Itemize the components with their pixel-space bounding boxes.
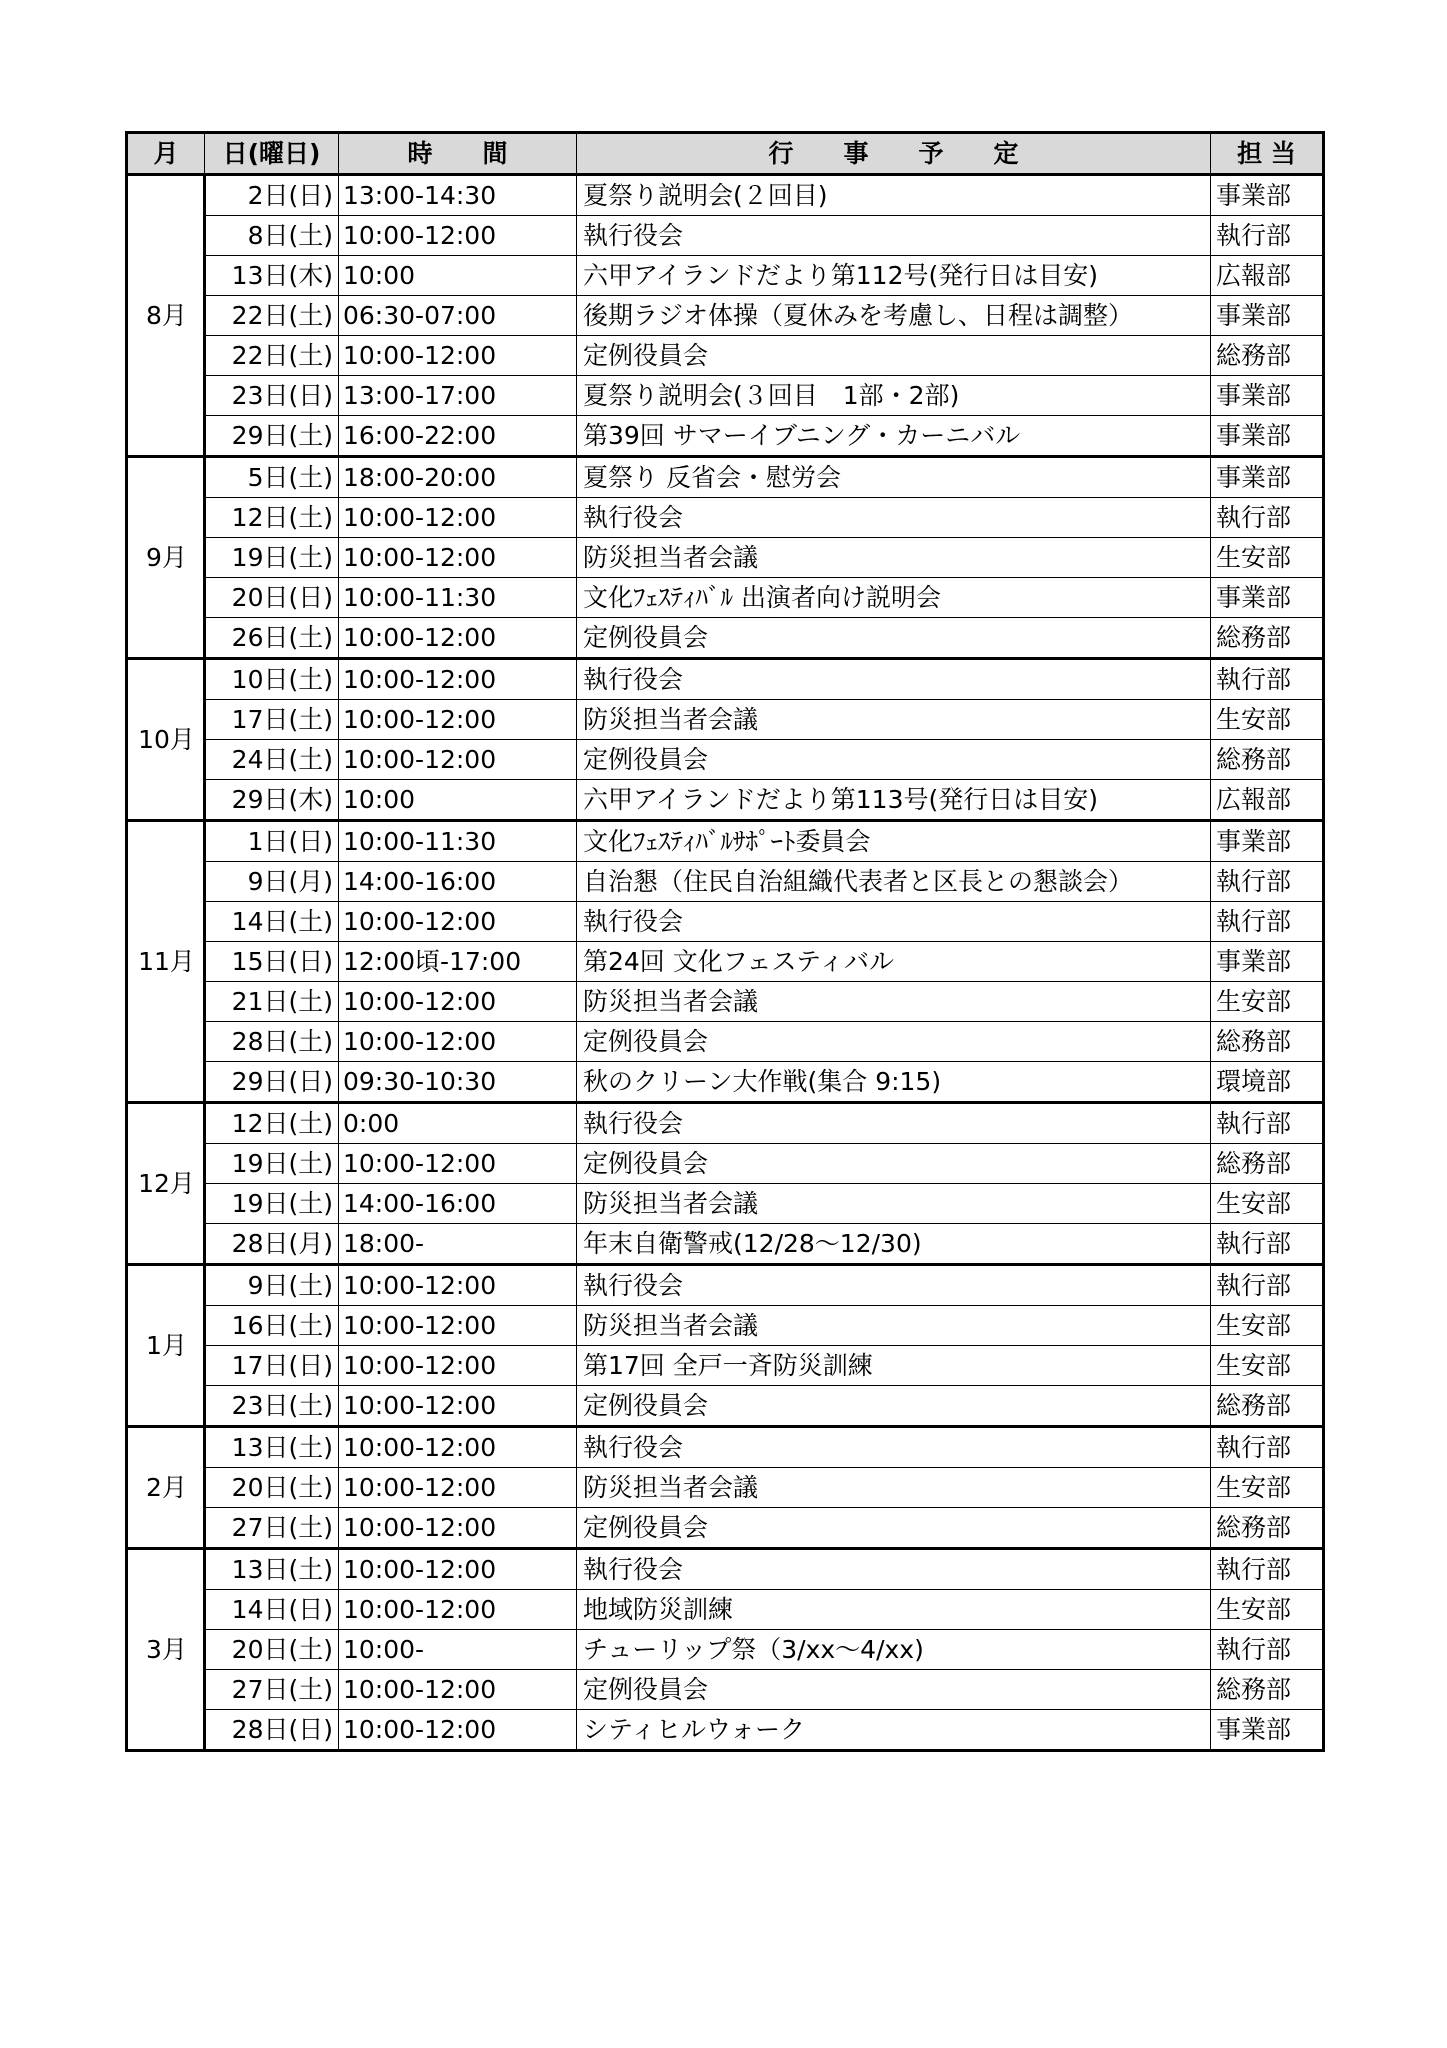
- table-row: [127, 1468, 1324, 1508]
- header-event: 行 事 予 定: [577, 133, 1211, 175]
- event-cell: 定例役員会: [577, 740, 1211, 780]
- event-cell: 第24回 文化フェスティバル: [577, 942, 1211, 982]
- time-cell: 18:00-20:00: [339, 457, 577, 498]
- event-cell: シティヒルウォーク: [577, 1710, 1211, 1751]
- event-cell: 定例役員会: [577, 1386, 1211, 1427]
- month-cell: 2月: [127, 1427, 205, 1549]
- table-row: [127, 1103, 1324, 1144]
- event-cell: 防災担当者会議: [577, 700, 1211, 740]
- table-row: [127, 538, 1324, 578]
- time-cell: 10:00-12:00: [339, 1670, 577, 1710]
- dept-cell: 執行部: [1211, 1224, 1324, 1265]
- date-cell: 22日(土): [205, 336, 339, 376]
- event-cell: 夏祭り説明会(２回目): [577, 175, 1211, 216]
- dept-cell: 総務部: [1211, 1670, 1324, 1710]
- event-cell: 防災担当者会議: [577, 1468, 1211, 1508]
- event-cell: 防災担当者会議: [577, 982, 1211, 1022]
- event-cell: 定例役員会: [577, 618, 1211, 659]
- dept-cell: 執行部: [1211, 659, 1324, 700]
- event-cell: 執行役会: [577, 1265, 1211, 1306]
- event-cell: 六甲アイランドだより第113号(発行日は目安): [577, 780, 1211, 821]
- time-cell: 10:00-12:00: [339, 618, 577, 659]
- time-cell: 09:30-10:30: [339, 1062, 577, 1103]
- time-cell: 10:00: [339, 780, 577, 821]
- date-cell: 20日(土): [205, 1630, 339, 1670]
- event-cell: 定例役員会: [577, 336, 1211, 376]
- dept-cell: 事業部: [1211, 1710, 1324, 1751]
- table-row: [127, 1710, 1324, 1751]
- dept-cell: 事業部: [1211, 416, 1324, 457]
- month-cell: 8月: [127, 175, 205, 457]
- dept-cell: 広報部: [1211, 256, 1324, 296]
- date-cell: 2日(日): [205, 175, 339, 216]
- date-cell: 12日(土): [205, 498, 339, 538]
- time-cell: 13:00-17:00: [339, 376, 577, 416]
- month-cell: 1月: [127, 1265, 205, 1427]
- time-cell: 10:00-12:00: [339, 1346, 577, 1386]
- table-row: [127, 216, 1324, 256]
- table-row: [127, 376, 1324, 416]
- event-cell: 第17回 全戸一斉防災訓練: [577, 1346, 1211, 1386]
- event-cell: 定例役員会: [577, 1144, 1211, 1184]
- date-cell: 19日(土): [205, 1184, 339, 1224]
- time-cell: 10:00-12:00: [339, 216, 577, 256]
- event-cell: 文化ﾌｪｽﾃｨﾊﾞﾙ 出演者向け説明会: [577, 578, 1211, 618]
- date-cell: 8日(土): [205, 216, 339, 256]
- table-row: [127, 1549, 1324, 1590]
- time-cell: 10:00-12:00: [339, 982, 577, 1022]
- table-row: [127, 618, 1324, 659]
- time-cell: 06:30-07:00: [339, 296, 577, 336]
- time-cell: 12:00頃-17:00: [339, 942, 577, 982]
- table-row: [127, 1590, 1324, 1630]
- dept-cell: 事業部: [1211, 296, 1324, 336]
- month-cell: 11月: [127, 821, 205, 1103]
- table-row: [127, 1265, 1324, 1306]
- table-row: [127, 1144, 1324, 1184]
- event-cell: 定例役員会: [577, 1670, 1211, 1710]
- table-row: [127, 416, 1324, 457]
- time-cell: 10:00-11:30: [339, 821, 577, 862]
- dept-cell: 事業部: [1211, 376, 1324, 416]
- date-cell: 26日(土): [205, 618, 339, 659]
- time-cell: 10:00: [339, 256, 577, 296]
- date-cell: 27日(土): [205, 1670, 339, 1710]
- dept-cell: 執行部: [1211, 1427, 1324, 1468]
- event-cell: 執行役会: [577, 1549, 1211, 1590]
- schedule-table: [125, 131, 1325, 1752]
- month-cell: 3月: [127, 1549, 205, 1751]
- date-cell: 14日(日): [205, 1590, 339, 1630]
- dept-cell: 生安部: [1211, 1468, 1324, 1508]
- event-cell: 執行役会: [577, 659, 1211, 700]
- event-cell: 自治懇（住民自治組織代表者と区長との懇談会）: [577, 862, 1211, 902]
- event-cell: 後期ラジオ体操（夏休みを考慮し、日程は調整）: [577, 296, 1211, 336]
- time-cell: 10:00-12:00: [339, 1710, 577, 1751]
- date-cell: 17日(日): [205, 1346, 339, 1386]
- header-date: 日(曜日): [205, 133, 339, 175]
- date-cell: 16日(土): [205, 1306, 339, 1346]
- time-cell: 16:00-22:00: [339, 416, 577, 457]
- table-row: [127, 1184, 1324, 1224]
- dept-cell: 総務部: [1211, 1022, 1324, 1062]
- time-cell: 10:00-: [339, 1630, 577, 1670]
- date-cell: 12日(土): [205, 1103, 339, 1144]
- table-row: [127, 1306, 1324, 1346]
- dept-cell: 生安部: [1211, 538, 1324, 578]
- dept-cell: 事業部: [1211, 821, 1324, 862]
- table-row: [127, 336, 1324, 376]
- header-dept: 担 当: [1211, 133, 1324, 175]
- table-row: [127, 1224, 1324, 1265]
- time-cell: 10:00-12:00: [339, 336, 577, 376]
- dept-cell: 総務部: [1211, 1386, 1324, 1427]
- dept-cell: 執行部: [1211, 498, 1324, 538]
- table-row: [127, 296, 1324, 336]
- dept-cell: 生安部: [1211, 700, 1324, 740]
- dept-cell: 環境部: [1211, 1062, 1324, 1103]
- dept-cell: 生安部: [1211, 1306, 1324, 1346]
- dept-cell: 事業部: [1211, 457, 1324, 498]
- date-cell: 15日(日): [205, 942, 339, 982]
- time-cell: 10:00-12:00: [339, 538, 577, 578]
- date-cell: 1日(日): [205, 821, 339, 862]
- date-cell: 29日(日): [205, 1062, 339, 1103]
- table-row: [127, 821, 1324, 862]
- time-cell: 0:00: [339, 1103, 577, 1144]
- date-cell: 10日(土): [205, 659, 339, 700]
- dept-cell: 執行部: [1211, 1630, 1324, 1670]
- event-cell: 文化ﾌｪｽﾃｨﾊﾞﾙｻﾎﾟｰﾄ委員会: [577, 821, 1211, 862]
- table-row: [127, 1386, 1324, 1427]
- date-cell: 17日(土): [205, 700, 339, 740]
- table-row: [127, 1427, 1324, 1468]
- event-cell: 夏祭り説明会(３回目 1部・2部): [577, 376, 1211, 416]
- dept-cell: 執行部: [1211, 1549, 1324, 1590]
- table-row: [127, 1062, 1324, 1103]
- header-month: 月: [127, 133, 205, 175]
- time-cell: 10:00-12:00: [339, 1386, 577, 1427]
- table-row: [127, 862, 1324, 902]
- date-cell: 29日(木): [205, 780, 339, 821]
- time-cell: 14:00-16:00: [339, 1184, 577, 1224]
- table-row: [127, 578, 1324, 618]
- event-cell: 六甲アイランドだより第112号(発行日は目安): [577, 256, 1211, 296]
- time-cell: 10:00-12:00: [339, 700, 577, 740]
- dept-cell: 生安部: [1211, 1346, 1324, 1386]
- date-cell: 20日(土): [205, 1468, 339, 1508]
- table-row: [127, 740, 1324, 780]
- table-row: [127, 659, 1324, 700]
- date-cell: 19日(土): [205, 1144, 339, 1184]
- time-cell: 10:00-12:00: [339, 902, 577, 942]
- event-cell: 年末自衛警戒(12/28〜12/30): [577, 1224, 1211, 1265]
- date-cell: 9日(土): [205, 1265, 339, 1306]
- event-cell: 執行役会: [577, 902, 1211, 942]
- time-cell: 10:00-12:00: [339, 1022, 577, 1062]
- time-cell: 10:00-12:00: [339, 1265, 577, 1306]
- time-cell: 10:00-12:00: [339, 1549, 577, 1590]
- event-cell: 執行役会: [577, 498, 1211, 538]
- time-cell: 10:00-12:00: [339, 740, 577, 780]
- time-cell: 10:00-12:00: [339, 1427, 577, 1468]
- time-cell: 10:00-12:00: [339, 1590, 577, 1630]
- date-cell: 29日(土): [205, 416, 339, 457]
- table-row: [127, 1670, 1324, 1710]
- dept-cell: 事業部: [1211, 175, 1324, 216]
- table-row: [127, 700, 1324, 740]
- dept-cell: 事業部: [1211, 578, 1324, 618]
- date-cell: 24日(土): [205, 740, 339, 780]
- table-row: [127, 982, 1324, 1022]
- event-cell: 第39回 サマーイブニング・カーニバル: [577, 416, 1211, 457]
- event-cell: 執行役会: [577, 1427, 1211, 1468]
- date-cell: 28日(月): [205, 1224, 339, 1265]
- date-cell: 13日(土): [205, 1549, 339, 1590]
- event-cell: チューリップ祭（3/xx〜4/xx): [577, 1630, 1211, 1670]
- date-cell: 5日(土): [205, 457, 339, 498]
- time-cell: 10:00-12:00: [339, 1468, 577, 1508]
- schedule-body: [127, 175, 1324, 1751]
- time-cell: 13:00-14:30: [339, 175, 577, 216]
- dept-cell: 生安部: [1211, 1590, 1324, 1630]
- time-cell: 18:00-: [339, 1224, 577, 1265]
- dept-cell: 事業部: [1211, 942, 1324, 982]
- table-row: [127, 1022, 1324, 1062]
- month-cell: 9月: [127, 457, 205, 659]
- time-cell: 10:00-11:30: [339, 578, 577, 618]
- time-cell: 10:00-12:00: [339, 498, 577, 538]
- dept-cell: 執行部: [1211, 902, 1324, 942]
- dept-cell: 執行部: [1211, 1103, 1324, 1144]
- dept-cell: 執行部: [1211, 862, 1324, 902]
- month-cell: 12月: [127, 1103, 205, 1265]
- event-cell: 防災担当者会議: [577, 1306, 1211, 1346]
- header-time: 時 間: [339, 133, 577, 175]
- dept-cell: 総務部: [1211, 740, 1324, 780]
- table-row: [127, 457, 1324, 498]
- table-row: [127, 942, 1324, 982]
- month-cell: 10月: [127, 659, 205, 821]
- time-cell: 10:00-12:00: [339, 1306, 577, 1346]
- event-cell: 防災担当者会議: [577, 1184, 1211, 1224]
- table-row: [127, 1508, 1324, 1549]
- dept-cell: 総務部: [1211, 618, 1324, 659]
- dept-cell: 執行部: [1211, 1265, 1324, 1306]
- event-cell: 執行役会: [577, 216, 1211, 256]
- date-cell: 23日(土): [205, 1386, 339, 1427]
- event-cell: 執行役会: [577, 1103, 1211, 1144]
- table-row: [127, 780, 1324, 821]
- event-cell: 防災担当者会議: [577, 538, 1211, 578]
- dept-cell: 広報部: [1211, 780, 1324, 821]
- event-cell: 地域防災訓練: [577, 1590, 1211, 1630]
- date-cell: 20日(日): [205, 578, 339, 618]
- table-row: [127, 175, 1324, 216]
- event-cell: 夏祭り 反省会・慰労会: [577, 457, 1211, 498]
- event-cell: 定例役員会: [577, 1508, 1211, 1549]
- event-cell: 定例役員会: [577, 1022, 1211, 1062]
- date-cell: 23日(日): [205, 376, 339, 416]
- time-cell: 10:00-12:00: [339, 1144, 577, 1184]
- date-cell: 27日(土): [205, 1508, 339, 1549]
- event-cell: 秋のクリーン大作戦(集合 9:15): [577, 1062, 1211, 1103]
- table-row: [127, 256, 1324, 296]
- date-cell: 19日(土): [205, 538, 339, 578]
- date-cell: 28日(土): [205, 1022, 339, 1062]
- table-row: [127, 498, 1324, 538]
- date-cell: 14日(土): [205, 902, 339, 942]
- date-cell: 9日(月): [205, 862, 339, 902]
- date-cell: 22日(土): [205, 296, 339, 336]
- date-cell: 28日(日): [205, 1710, 339, 1751]
- dept-cell: 総務部: [1211, 1144, 1324, 1184]
- time-cell: 10:00-12:00: [339, 659, 577, 700]
- dept-cell: 生安部: [1211, 982, 1324, 1022]
- dept-cell: 執行部: [1211, 216, 1324, 256]
- date-cell: 13日(木): [205, 256, 339, 296]
- time-cell: 10:00-12:00: [339, 1508, 577, 1549]
- date-cell: 13日(土): [205, 1427, 339, 1468]
- dept-cell: 生安部: [1211, 1184, 1324, 1224]
- table-row: [127, 1630, 1324, 1670]
- date-cell: 21日(土): [205, 982, 339, 1022]
- dept-cell: 総務部: [1211, 1508, 1324, 1549]
- dept-cell: 総務部: [1211, 336, 1324, 376]
- time-cell: 14:00-16:00: [339, 862, 577, 902]
- header-row: [127, 133, 1324, 175]
- table-row: [127, 1346, 1324, 1386]
- table-row: [127, 902, 1324, 942]
